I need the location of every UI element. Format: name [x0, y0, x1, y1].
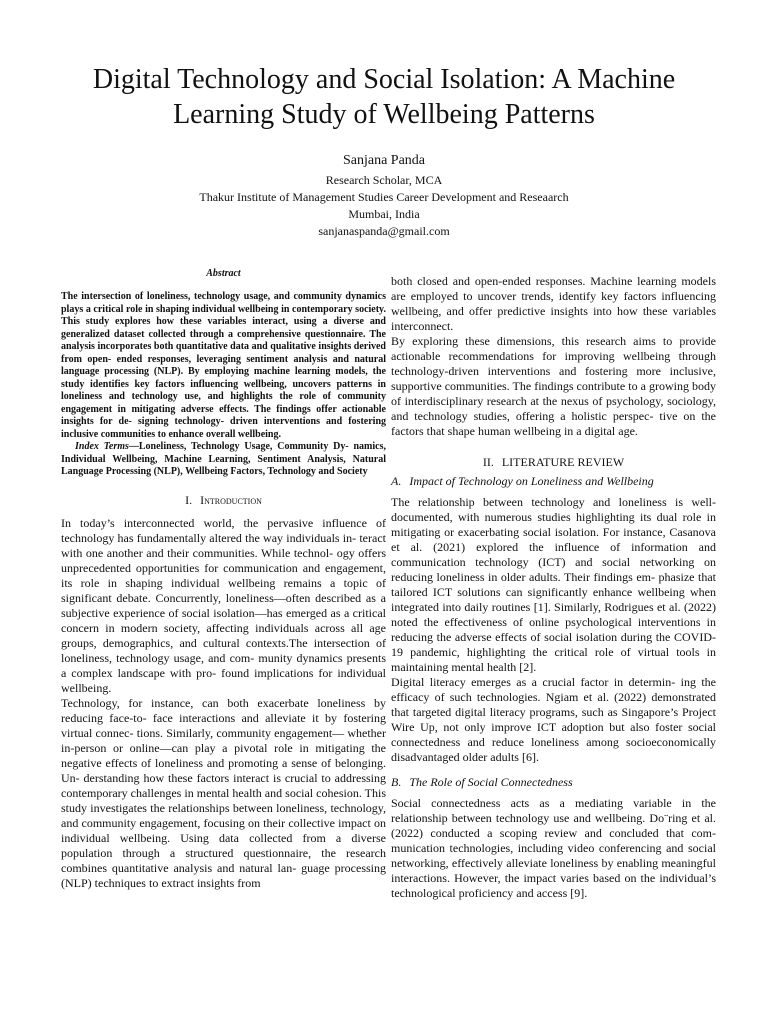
intro-paragraph-1: In today’s interconnected world, the pervasive influence of technology has fundamentally altered the way individuals in- teract with one another and their communities. While technol- ogy offers unprecedented opportunities for communication and engagement, its role in shaping individual wellbeing remains a topic of significant debate. Concurrently, loneliness—often described as a subjective experience of social isolation—has emerged as a critical concern in modern society, affecting individuals across all age groups, demographics, and cultural contexts.The intersection of loneliness, technology usage, and com- munity dynamics presents a complex landscape with pro- found implications for individual wellbeing. [61, 515, 386, 695]
subsection-title: Impact of Technology on Loneliness and Wellbeing [409, 474, 654, 488]
index-terms [61, 441, 386, 479]
index-terms-label: Index Terms [75, 441, 129, 452]
section-number: II. [482, 455, 494, 469]
author-role: Research Scholar, MCA [325, 173, 443, 187]
lit-a-paragraph-2: Digital literacy emerges as a crucial factor in determin- ing the efficacy of such technologies. Ngiam et al. (2022) demonstrated that targeted digital literacy programs, such as Singapore’s Project Wire Up, not only improve ICT adoption but also foster social connectedness and reduce loneliness among socioeconomically disadvantaged older adults [6]. [391, 675, 716, 764]
lit-a-paragraph-1: The relationship between technology and loneliness is well- documented, with numerous studies highlighting its dual role in mitigating or exacerbating social isolation. For instance, Casanova et al. (2021) explored the influence of information and communication technology (ICT) and social networking on reducing loneliness in older adults. Their findings em- phasize that tailored ICT solutions can significantly enhance wellbeing when integrated into daily routines [1]. Similarly, Rodrigues et al. (2022) noted the effectiveness of online psychological interventions in reducing the adverse effects of social isolation during the COVID-19 pandemic, highlighting the critical role of virtual tools in maintaining mental health [2]. [391, 495, 716, 674]
intro-continued-paragraph-2: By exploring these dimensions, this research aims to provide actionable recommendations for improving wellbeing through technology-driven interventions and fostering more inclusive, supportive communities. The findings contribute to a growing body of interdisciplinary research at the nexus of psychology, sociology, and technology studies, offering a holistic perspec- tive on the factors that shape human wellbeing in a digital age. [391, 334, 716, 438]
paper-title: Digital Technology and Social Isolation: A Machine Learning Study of Wellbeing Patterns [92, 64, 676, 130]
section-heading-introduction [61, 493, 386, 508]
abstract-text: The intersection of loneliness, technology usage, and community dynamics plays a critical role in shaping individual wellbeing in contemporary society. This study explores how these variables interact, using a diverse and generalized dataset collected through a comprehensive questionnaire. The analysis incorporates both quantitative data and qualitative insights derived from open- ended responses, leveraging sentiment analysis and natural language processing (NLP). By employing machine learning models, the study identifies key factors influencing wellbeing, uncovers patterns in loneliness and technology use, and highlights the role of community engagement in mitigating adverse effects. The findings offer actionable insights for de- signing technology- driven interventions and fostering inclusive communities to enhance overall wellbeing. [61, 291, 386, 440]
author-institution: Thakur Institute of Management Studies Career Development and Reseaarch [199, 190, 569, 204]
subsection-title: The Role of Social Connectedness [409, 775, 573, 789]
abstract-heading: Abstract [206, 268, 241, 279]
author-block [40, 150, 728, 240]
lit-b-paragraph-1: Social connectedness acts as a mediating variable in the relationship between technology use and wellbeing. Do¨ring et al. (2022) conducted a scoping review and concluded that com- munication technologies, including video conferencing and social networking, effectively alleviate loneliness by enabling meaningful interactions. However, the impact varies based on the individual’s technological proficiency and access [9]. [391, 796, 716, 900]
author-location: Mumbai, India [348, 207, 420, 221]
subsection-label: A. [391, 474, 402, 488]
section-title: Introduction [200, 492, 262, 507]
section-number: I. [185, 492, 193, 507]
section-heading-literature-review [391, 455, 716, 470]
author-email: sanjanaspanda@gmail.com [318, 224, 450, 238]
section-title: LITERATURE REVIEW [501, 455, 625, 469]
right-column [391, 274, 716, 901]
intro-continued-paragraph-1: both closed and open-ended responses. Machine learning models are employed to uncover trends, identify key factors influencing wellbeing, and offer predictive insights into how these variables interconnect. [391, 274, 716, 333]
subsection-heading-b [391, 775, 716, 790]
left-column [61, 266, 386, 891]
intro-paragraph-2: Technology, for instance, can both exacerbate loneliness by reducing face-to- face interactions and alleviate it by fostering virtual connec- tions. Similarly, community engagement— whether in-person or online—can play a pivotal role in mitigating the negative effects of loneliness and promoting a sense of belonging. Un- derstanding how these factors interact is crucial to addressing contemporary challenges in mental health and social cohesion. This study investigates the relationships between loneliness, technology, and community engagement, focusing on their collective impact on individual wellbeing. Using data collected from a diverse population through a structured questionnaire, the research combines quantitative analysis and natural lan- guage processing (NLP) techniques to extract insights from [61, 695, 386, 890]
author-name: Sanjana Panda [342, 153, 426, 168]
subsection-label: B. [391, 775, 402, 789]
index-terms-text: —Loneliness, Technology Usage, Community Dy- namics, Individual Wellbeing, Machine Learning, Sentiment Analysis, Natural Language Processing (NLP), Wellbeing Factors, Technology and Society [61, 441, 386, 477]
subsection-heading-a [391, 474, 716, 489]
